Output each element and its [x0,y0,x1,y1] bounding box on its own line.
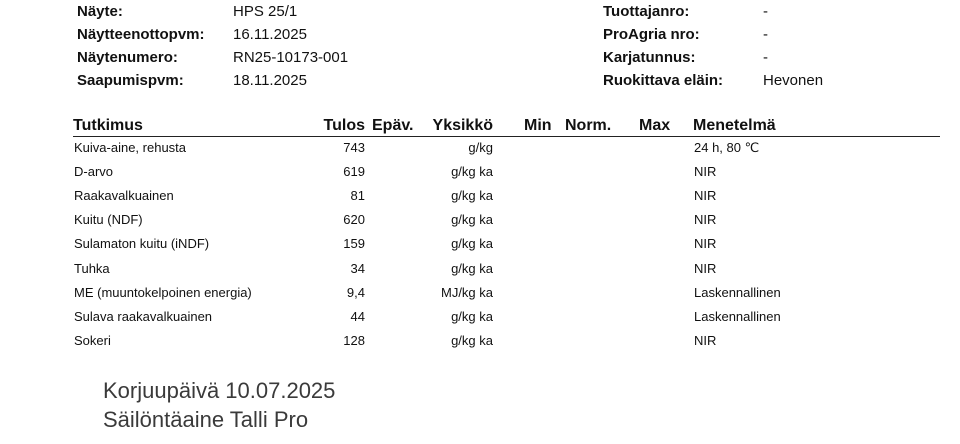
table-row [0,211,960,231]
row-unit: MJ/kg ka [440,285,493,300]
row-method: NIR [694,212,717,227]
fed-animal-label: Ruokittava eläin: [603,72,724,89]
col-header-method: Menetelmä [693,117,776,134]
table-row [0,187,960,207]
header-divider [73,136,940,137]
row-test-name: Sokeri [74,333,111,348]
row-result: 34 [350,261,365,276]
table-row [0,260,960,280]
proagria-number-label: ProAgria nro: [603,26,700,43]
row-method: NIR [694,333,717,348]
row-test-name: Sulava raakavalkuainen [74,309,213,324]
row-method: NIR [694,261,717,276]
table-row [0,308,960,328]
col-header-max: Max [639,117,671,134]
sample-number-label: Näytenumero: [77,49,178,66]
sample-label: Näyte: [77,3,123,20]
row-method: 24 h, 80 ℃ [694,140,760,155]
row-test-name: D-arvo [74,164,114,179]
row-method: NIR [694,236,717,251]
table-row [0,284,960,304]
row-method: Laskennallinen [694,285,781,300]
row-test-name: Raakavalkuainen [74,188,174,203]
table-row [0,235,960,255]
col-header-unit: Yksikkö [432,117,493,134]
arrival-date-label: Saapumispvm: [77,72,184,89]
row-result: 128 [343,333,365,348]
sampling-date-value: 16.11.2025 [233,26,307,43]
row-test-name: Kuitu (NDF) [74,212,143,227]
row-unit: g/kg ka [451,164,493,179]
row-test-name: Kuiva-aine, rehusta [74,140,187,155]
sampling-date-label: Näytteenottopvm: [77,26,205,43]
row-unit: g/kg ka [451,188,493,203]
row-result: 159 [343,236,365,251]
col-header-result: Tulos [323,117,365,134]
table-row [0,332,960,352]
sample-number-value: RN25-10173-001 [233,49,349,66]
sample-value: HPS 25/1 [233,3,298,20]
row-method: NIR [694,164,717,179]
col-header-norm: Norm. [565,117,612,134]
row-result: 619 [343,164,365,179]
row-result: 9,4 [346,285,365,300]
col-header-min: Min [524,117,552,134]
row-unit: g/kg ka [451,236,493,251]
row-test-name: Sulamaton kuitu (iNDF) [74,236,210,251]
fed-animal-value: Hevonen [763,72,824,89]
row-result: 81 [350,188,365,203]
row-unit: g/kg ka [451,309,493,324]
row-test-name: Tuhka [74,261,110,276]
herd-id-value: - [763,49,768,66]
row-test-name: ME (muuntokelpoinen energia) [74,285,252,300]
row-unit: g/kg ka [451,333,493,348]
row-result: 44 [350,309,365,324]
herd-id-label: Karjatunnus: [603,49,696,66]
table-row [0,139,960,159]
col-header-test: Tutkimus [73,117,143,134]
harvest-date-note: Korjuupäivä 10.07.2025 [103,378,336,403]
row-method: Laskennallinen [694,309,781,324]
row-unit: g/kg [468,140,493,155]
row-result: 743 [343,140,365,155]
producer-number-value: - [763,3,768,20]
row-method: NIR [694,188,717,203]
producer-number-label: Tuottajanro: [603,3,690,20]
col-header-uncertainty: Epäv. [372,117,414,134]
arrival-date-value: 18.11.2025 [233,72,307,89]
table-row [0,163,960,183]
row-unit: g/kg ka [451,261,493,276]
proagria-number-value: - [763,26,768,43]
row-unit: g/kg ka [451,212,493,227]
preservative-note: Säilöntäaine Talli Pro [103,407,309,432]
row-result: 620 [343,212,365,227]
